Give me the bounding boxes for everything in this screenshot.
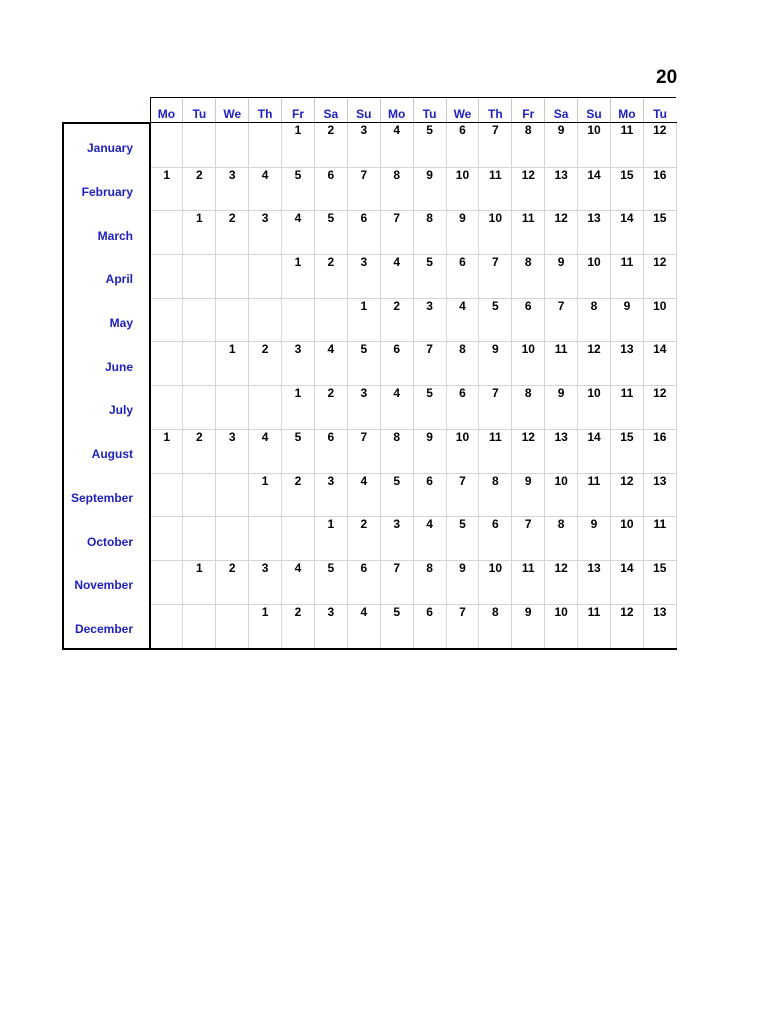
day-cell[interactable]: 7 bbox=[446, 604, 479, 649]
day-cell[interactable]: 9 bbox=[512, 473, 545, 517]
day-cell[interactable]: 10 bbox=[545, 473, 578, 517]
day-cell[interactable]: 1 bbox=[249, 604, 282, 649]
day-cell[interactable]: 1 bbox=[150, 429, 183, 473]
weekday-header: Tu bbox=[643, 98, 676, 123]
day-cell[interactable]: 10 bbox=[479, 211, 512, 255]
day-cell[interactable]: 5 bbox=[282, 429, 315, 473]
day-cell[interactable]: 9 bbox=[545, 123, 578, 168]
weekday-header: Th bbox=[249, 98, 282, 123]
day-cell[interactable]: 6 bbox=[413, 473, 446, 517]
calendar-viewport bbox=[60, 97, 677, 636]
day-cell[interactable]: 3 bbox=[380, 517, 413, 561]
day-cell[interactable]: 11 bbox=[479, 167, 512, 211]
day-cell[interactable]: 2 bbox=[282, 473, 315, 517]
day-cell[interactable]: 14 bbox=[578, 429, 611, 473]
day-cell[interactable]: 10 bbox=[512, 342, 545, 386]
day-cell[interactable]: 15 bbox=[610, 167, 643, 211]
day-cell[interactable]: 6 bbox=[446, 123, 479, 168]
day-cell[interactable] bbox=[183, 255, 216, 299]
day-cell[interactable]: 11 bbox=[512, 211, 545, 255]
month-row bbox=[63, 211, 676, 255]
day-cell[interactable]: 10 bbox=[545, 604, 578, 649]
day-cell[interactable]: 2 bbox=[380, 298, 413, 342]
day-cell[interactable]: 1 bbox=[216, 342, 249, 386]
day-cell[interactable]: 6 bbox=[446, 255, 479, 299]
day-cell[interactable]: 11 bbox=[610, 255, 643, 299]
day-cell[interactable]: 7 bbox=[347, 167, 380, 211]
day-cell[interactable]: 4 bbox=[347, 604, 380, 649]
day-cell[interactable]: 7 bbox=[347, 429, 380, 473]
day-cell[interactable] bbox=[216, 517, 249, 561]
day-cell[interactable] bbox=[216, 298, 249, 342]
day-cell[interactable]: 10 bbox=[643, 298, 676, 342]
weekday-header: Su bbox=[578, 98, 611, 123]
day-cell[interactable]: 2 bbox=[183, 167, 216, 211]
day-cell[interactable]: 7 bbox=[545, 298, 578, 342]
day-cell[interactable]: 12 bbox=[545, 211, 578, 255]
weekday-header: Sa bbox=[314, 98, 347, 123]
day-cell[interactable] bbox=[150, 517, 183, 561]
day-cell[interactable]: 12 bbox=[545, 560, 578, 604]
month-label: March bbox=[63, 211, 150, 255]
day-cell[interactable]: 15 bbox=[643, 211, 676, 255]
day-cell[interactable]: 8 bbox=[446, 342, 479, 386]
day-cell[interactable] bbox=[216, 604, 249, 649]
day-cell[interactable]: 3 bbox=[314, 604, 347, 649]
weekday-header: We bbox=[446, 98, 479, 123]
day-cell[interactable]: 8 bbox=[380, 429, 413, 473]
month-label: December bbox=[63, 604, 150, 649]
day-cell[interactable]: 11 bbox=[479, 429, 512, 473]
day-cell[interactable]: 13 bbox=[578, 211, 611, 255]
month-label: September bbox=[63, 473, 150, 517]
day-cell[interactable] bbox=[183, 386, 216, 430]
day-cell[interactable] bbox=[282, 517, 315, 561]
day-cell[interactable]: 3 bbox=[347, 386, 380, 430]
day-cell[interactable]: 1 bbox=[183, 211, 216, 255]
day-cell[interactable]: 3 bbox=[249, 560, 282, 604]
day-cell[interactable]: 8 bbox=[512, 255, 545, 299]
header-corner bbox=[63, 98, 150, 123]
weekday-header: Tu bbox=[183, 98, 216, 123]
day-cell[interactable]: 10 bbox=[610, 517, 643, 561]
day-cell[interactable]: 2 bbox=[216, 211, 249, 255]
day-cell[interactable]: 10 bbox=[479, 560, 512, 604]
month-label: June bbox=[63, 342, 150, 386]
day-cell[interactable]: 12 bbox=[610, 473, 643, 517]
month-label: August bbox=[63, 429, 150, 473]
day-cell[interactable] bbox=[216, 123, 249, 168]
month-label: October bbox=[63, 517, 150, 561]
day-cell[interactable] bbox=[216, 473, 249, 517]
day-cell[interactable]: 3 bbox=[282, 342, 315, 386]
month-row bbox=[63, 386, 676, 430]
day-cell[interactable] bbox=[249, 123, 282, 168]
day-cell[interactable]: 4 bbox=[314, 342, 347, 386]
day-cell[interactable] bbox=[249, 255, 282, 299]
day-cell[interactable]: 7 bbox=[380, 211, 413, 255]
day-cell[interactable]: 6 bbox=[446, 386, 479, 430]
day-cell[interactable] bbox=[216, 255, 249, 299]
month-row bbox=[63, 298, 676, 342]
day-cell[interactable]: 3 bbox=[249, 211, 282, 255]
day-cell[interactable]: 8 bbox=[479, 473, 512, 517]
day-cell[interactable]: 11 bbox=[578, 604, 611, 649]
day-cell[interactable] bbox=[150, 298, 183, 342]
day-cell[interactable]: 8 bbox=[413, 560, 446, 604]
day-cell[interactable]: 4 bbox=[249, 429, 282, 473]
weekday-header: Sa bbox=[545, 98, 578, 123]
day-cell[interactable] bbox=[150, 342, 183, 386]
day-cell[interactable]: 12 bbox=[512, 167, 545, 211]
month-row bbox=[63, 255, 676, 299]
day-cell[interactable]: 13 bbox=[545, 429, 578, 473]
day-cell[interactable]: 8 bbox=[413, 211, 446, 255]
day-cell[interactable]: 6 bbox=[314, 167, 347, 211]
day-cell[interactable]: 9 bbox=[479, 342, 512, 386]
day-cell[interactable]: 14 bbox=[643, 342, 676, 386]
day-cell[interactable] bbox=[183, 517, 216, 561]
calendar-body bbox=[63, 123, 676, 649]
day-cell[interactable]: 9 bbox=[512, 604, 545, 649]
day-cell[interactable]: 1 bbox=[249, 473, 282, 517]
month-label: February bbox=[63, 167, 150, 211]
day-cell[interactable]: 5 bbox=[314, 211, 347, 255]
day-cell[interactable]: 6 bbox=[479, 517, 512, 561]
day-cell[interactable]: 8 bbox=[545, 517, 578, 561]
day-cell[interactable]: 11 bbox=[643, 517, 676, 561]
day-cell[interactable]: 12 bbox=[578, 342, 611, 386]
day-cell[interactable]: 7 bbox=[479, 386, 512, 430]
day-cell[interactable] bbox=[249, 298, 282, 342]
day-cell[interactable]: 9 bbox=[413, 167, 446, 211]
weekday-header: Mo bbox=[150, 98, 183, 123]
day-cell[interactable]: 6 bbox=[314, 429, 347, 473]
day-cell[interactable] bbox=[183, 123, 216, 168]
weekday-header: Fr bbox=[282, 98, 315, 123]
day-cell[interactable]: 11 bbox=[610, 386, 643, 430]
day-cell[interactable]: 3 bbox=[347, 123, 380, 168]
day-cell[interactable]: 1 bbox=[183, 560, 216, 604]
day-cell[interactable] bbox=[314, 298, 347, 342]
day-cell[interactable]: 1 bbox=[314, 517, 347, 561]
day-cell[interactable]: 3 bbox=[413, 298, 446, 342]
day-cell[interactable]: 9 bbox=[413, 429, 446, 473]
weekday-header: Su bbox=[347, 98, 380, 123]
day-cell[interactable]: 11 bbox=[512, 560, 545, 604]
day-cell[interactable]: 13 bbox=[578, 560, 611, 604]
day-cell[interactable]: 2 bbox=[216, 560, 249, 604]
day-cell[interactable]: 12 bbox=[610, 604, 643, 649]
day-cell[interactable]: 5 bbox=[282, 167, 315, 211]
day-cell[interactable]: 5 bbox=[347, 342, 380, 386]
day-cell[interactable] bbox=[150, 255, 183, 299]
weekday-header-row bbox=[63, 98, 676, 123]
day-cell[interactable]: 4 bbox=[413, 517, 446, 561]
day-cell[interactable]: 9 bbox=[446, 560, 479, 604]
day-cell[interactable]: 6 bbox=[512, 298, 545, 342]
day-cell[interactable]: 7 bbox=[479, 255, 512, 299]
day-cell[interactable] bbox=[183, 473, 216, 517]
day-cell[interactable]: 7 bbox=[446, 473, 479, 517]
day-cell[interactable]: 9 bbox=[610, 298, 643, 342]
weekday-header: Fr bbox=[512, 98, 545, 123]
day-cell[interactable] bbox=[150, 604, 183, 649]
day-cell[interactable]: 1 bbox=[282, 123, 315, 168]
day-cell[interactable]: 5 bbox=[380, 473, 413, 517]
day-cell[interactable]: 14 bbox=[610, 560, 643, 604]
day-cell[interactable] bbox=[150, 386, 183, 430]
day-cell[interactable]: 6 bbox=[380, 342, 413, 386]
day-cell[interactable]: 2 bbox=[282, 604, 315, 649]
day-cell[interactable]: 7 bbox=[512, 517, 545, 561]
day-cell[interactable]: 6 bbox=[413, 604, 446, 649]
day-cell[interactable]: 3 bbox=[347, 255, 380, 299]
month-label: May bbox=[63, 298, 150, 342]
day-cell[interactable]: 14 bbox=[610, 211, 643, 255]
day-cell[interactable]: 9 bbox=[446, 211, 479, 255]
day-cell[interactable]: 6 bbox=[347, 211, 380, 255]
month-row bbox=[63, 342, 676, 386]
day-cell[interactable]: 4 bbox=[380, 123, 413, 168]
day-cell[interactable]: 5 bbox=[413, 123, 446, 168]
day-cell[interactable]: 10 bbox=[578, 255, 611, 299]
day-cell[interactable] bbox=[282, 298, 315, 342]
year-title: 20 bbox=[656, 67, 678, 88]
day-cell[interactable]: 10 bbox=[578, 123, 611, 168]
day-cell[interactable]: 1 bbox=[282, 255, 315, 299]
day-cell[interactable]: 4 bbox=[282, 560, 315, 604]
day-cell[interactable]: 9 bbox=[545, 255, 578, 299]
day-cell[interactable]: 8 bbox=[380, 167, 413, 211]
day-cell[interactable]: 4 bbox=[282, 211, 315, 255]
month-row bbox=[63, 604, 676, 649]
day-cell[interactable] bbox=[150, 211, 183, 255]
weekday-header: We bbox=[216, 98, 249, 123]
day-cell[interactable]: 5 bbox=[413, 255, 446, 299]
weekday-header: Tu bbox=[413, 98, 446, 123]
day-cell[interactable]: 13 bbox=[643, 473, 676, 517]
day-cell[interactable]: 16 bbox=[643, 167, 676, 211]
month-row bbox=[63, 123, 676, 168]
day-cell[interactable]: 2 bbox=[183, 429, 216, 473]
day-cell[interactable]: 5 bbox=[446, 517, 479, 561]
day-cell[interactable] bbox=[150, 123, 183, 168]
day-cell[interactable]: 13 bbox=[643, 604, 676, 649]
month-row bbox=[63, 560, 676, 604]
day-cell[interactable] bbox=[183, 604, 216, 649]
day-cell[interactable]: 1 bbox=[282, 386, 315, 430]
month-row bbox=[63, 517, 676, 561]
day-cell[interactable] bbox=[183, 298, 216, 342]
day-cell[interactable]: 15 bbox=[610, 429, 643, 473]
day-cell[interactable] bbox=[183, 342, 216, 386]
day-cell[interactable]: 6 bbox=[347, 560, 380, 604]
day-cell[interactable]: 1 bbox=[347, 298, 380, 342]
day-cell[interactable] bbox=[249, 386, 282, 430]
day-cell[interactable]: 8 bbox=[512, 123, 545, 168]
day-cell[interactable]: 12 bbox=[512, 429, 545, 473]
day-cell[interactable]: 2 bbox=[314, 255, 347, 299]
day-cell[interactable]: 10 bbox=[578, 386, 611, 430]
day-cell[interactable]: 5 bbox=[479, 298, 512, 342]
month-label: January bbox=[63, 123, 150, 168]
day-cell[interactable]: 4 bbox=[249, 167, 282, 211]
day-cell[interactable] bbox=[150, 473, 183, 517]
day-cell[interactable]: 2 bbox=[314, 386, 347, 430]
day-cell[interactable] bbox=[249, 517, 282, 561]
day-cell[interactable]: 13 bbox=[610, 342, 643, 386]
day-cell[interactable]: 12 bbox=[643, 255, 676, 299]
month-row bbox=[63, 167, 676, 211]
weekday-header: Mo bbox=[610, 98, 643, 123]
day-cell[interactable]: 8 bbox=[578, 298, 611, 342]
day-cell[interactable]: 3 bbox=[314, 473, 347, 517]
day-cell[interactable]: 2 bbox=[314, 123, 347, 168]
day-cell[interactable]: 2 bbox=[249, 342, 282, 386]
day-cell[interactable]: 13 bbox=[545, 167, 578, 211]
month-row bbox=[63, 473, 676, 517]
day-cell[interactable]: 10 bbox=[446, 429, 479, 473]
day-cell[interactable]: 11 bbox=[578, 473, 611, 517]
day-cell[interactable]: 3 bbox=[216, 429, 249, 473]
day-cell[interactable]: 12 bbox=[643, 123, 676, 168]
day-cell[interactable] bbox=[150, 560, 183, 604]
day-cell[interactable]: 2 bbox=[347, 517, 380, 561]
day-cell[interactable]: 12 bbox=[643, 386, 676, 430]
day-cell[interactable]: 5 bbox=[413, 386, 446, 430]
day-cell[interactable]: 5 bbox=[380, 604, 413, 649]
day-cell[interactable]: 15 bbox=[643, 560, 676, 604]
day-cell[interactable]: 14 bbox=[578, 167, 611, 211]
day-cell[interactable]: 7 bbox=[479, 123, 512, 168]
day-cell[interactable]: 10 bbox=[446, 167, 479, 211]
day-cell[interactable]: 1 bbox=[150, 167, 183, 211]
weekday-header: Mo bbox=[380, 98, 413, 123]
day-cell[interactable]: 9 bbox=[578, 517, 611, 561]
year-calendar-grid bbox=[62, 97, 677, 650]
day-cell[interactable] bbox=[216, 386, 249, 430]
day-cell[interactable]: 16 bbox=[643, 429, 676, 473]
day-cell[interactable]: 4 bbox=[380, 255, 413, 299]
month-label: November bbox=[63, 560, 150, 604]
day-cell[interactable]: 8 bbox=[512, 386, 545, 430]
month-label: April bbox=[63, 255, 150, 299]
day-cell[interactable]: 11 bbox=[610, 123, 643, 168]
day-cell[interactable]: 3 bbox=[216, 167, 249, 211]
day-cell[interactable]: 4 bbox=[446, 298, 479, 342]
day-cell[interactable]: 7 bbox=[380, 560, 413, 604]
day-cell[interactable]: 5 bbox=[314, 560, 347, 604]
month-label: July bbox=[63, 386, 150, 430]
month-row bbox=[63, 429, 676, 473]
day-cell[interactable]: 11 bbox=[545, 342, 578, 386]
day-cell[interactable]: 7 bbox=[413, 342, 446, 386]
day-cell[interactable]: 9 bbox=[545, 386, 578, 430]
day-cell[interactable]: 4 bbox=[380, 386, 413, 430]
day-cell[interactable]: 4 bbox=[347, 473, 380, 517]
day-cell[interactable]: 8 bbox=[479, 604, 512, 649]
weekday-header: Th bbox=[479, 98, 512, 123]
